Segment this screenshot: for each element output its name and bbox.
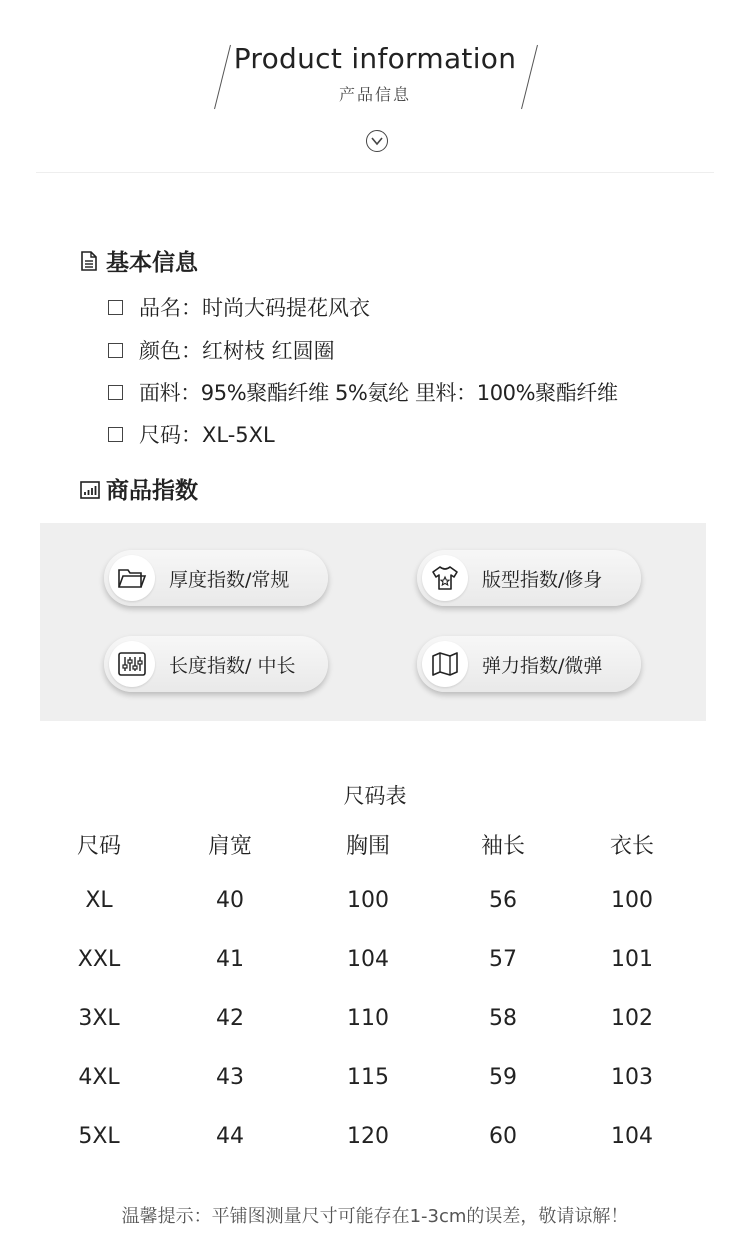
info-item-text: 面料：95%聚酯纤维 5%氨纶 里料：100%聚酯纤维	[139, 381, 618, 405]
shoulder-cell: 40	[216, 888, 244, 913]
bar-chart-icon	[80, 479, 100, 499]
index-item-thickness	[104, 550, 328, 606]
product-index-heading-label: 商品指数	[106, 478, 198, 504]
size-table-header-cell: 胸围	[345, 834, 390, 859]
index-panel	[40, 523, 706, 721]
size-table-header-cell: 衣长	[609, 834, 654, 859]
info-item	[108, 419, 275, 449]
index-item-label: 弹力指数/微弹	[482, 654, 603, 677]
size-cell: 3XL	[78, 1006, 120, 1031]
info-item	[108, 377, 618, 407]
chest-cell: 100	[347, 888, 389, 913]
page-subtitle: 产品信息	[338, 85, 411, 104]
shoulder-cell: 43	[216, 1065, 244, 1090]
folder-icon	[109, 555, 155, 601]
chest-cell: 120	[347, 1124, 389, 1149]
measurement-tip: 温馨提示：平铺图测量尺寸可能存在1-3cm的误差，敬请谅解！	[121, 1206, 629, 1227]
shoulder-cell: 44	[216, 1124, 244, 1149]
document-icon	[80, 251, 100, 271]
info-item-text: 尺码：XL-5XL	[139, 423, 275, 447]
index-item-label: 版型指数/修身	[482, 568, 603, 591]
sleeve-cell: 60	[489, 1124, 517, 1149]
checkbox-icon	[108, 343, 123, 358]
size-cell: XL	[85, 888, 113, 913]
map-icon	[422, 641, 468, 687]
shoulder-cell: 42	[216, 1006, 244, 1031]
header-divider	[36, 172, 714, 173]
basic-info-heading-label: 基本信息	[106, 250, 198, 276]
length-cell: 102	[611, 1006, 653, 1031]
length-cell: 104	[611, 1124, 653, 1149]
info-item-text: 颜色：红树枝 红圆圈	[139, 339, 335, 363]
tshirt-icon	[422, 555, 468, 601]
sleeve-cell: 57	[489, 947, 517, 972]
chest-cell: 110	[347, 1006, 389, 1031]
index-item-length	[104, 636, 328, 692]
size-table-title: 尺码表	[343, 784, 407, 808]
size-cell: 5XL	[78, 1124, 120, 1149]
shoulder-cell: 41	[216, 947, 244, 972]
length-cell: 100	[611, 888, 653, 913]
checkbox-icon	[108, 385, 123, 400]
page-title: Product information	[233, 42, 517, 75]
basic-info-heading	[80, 244, 198, 277]
size-table-header-cell: 袖长	[480, 834, 525, 859]
size-cell: XXL	[77, 947, 121, 972]
index-item-elasticity	[417, 636, 641, 692]
index-item-label: 长度指数/ 中长	[169, 654, 296, 677]
size-table-header-cell: 肩宽	[207, 834, 252, 859]
info-item	[108, 335, 335, 365]
length-cell: 101	[611, 947, 653, 972]
size-table-header-cell: 尺码	[76, 834, 121, 859]
size-cell: 4XL	[78, 1065, 120, 1090]
length-cell: 103	[611, 1065, 653, 1090]
chest-cell: 104	[347, 947, 389, 972]
sleeve-cell: 58	[489, 1006, 517, 1031]
checkbox-icon	[108, 300, 123, 315]
chest-cell: 115	[347, 1065, 389, 1090]
info-item	[108, 292, 370, 322]
info-item-text: 品名：时尚大码提花风衣	[139, 296, 370, 320]
product-index-heading	[80, 472, 198, 505]
chevron-down-icon	[366, 130, 388, 152]
checkbox-icon	[108, 427, 123, 442]
sleeve-cell: 59	[489, 1065, 517, 1090]
sliders-icon	[109, 641, 155, 687]
sleeve-cell: 56	[489, 888, 517, 913]
index-item-label: 厚度指数/常规	[169, 568, 290, 591]
index-item-fit	[417, 550, 641, 606]
